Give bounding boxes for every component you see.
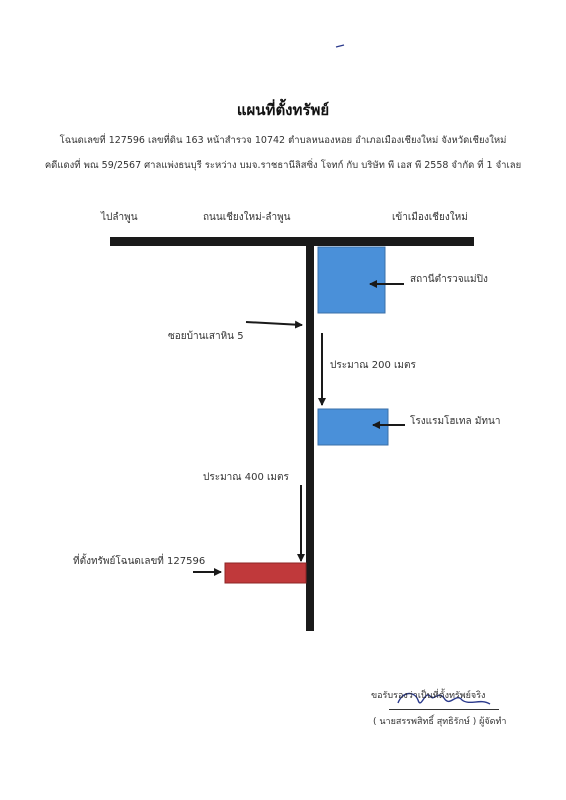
hotel-label: โรงแรมโฮเทล มัทนา [410,416,501,427]
signatory-name: ( นายสรรพสิทธิ์ สุทธิรักษ์ ) ผู้จัดทำ [373,717,507,727]
property-label: ที่ตั้งทรัพย์โฉนดเลขที่ 127596 [73,556,206,567]
hotel-block [318,409,388,445]
road-right-label: เข้าเมืองเชียงใหม่ [392,212,468,223]
certify-text: ขอรับรองว่าเป็นที่ตั้งทรัพย์จริง [371,691,486,701]
ink-mark [336,45,344,47]
page-title: แผนที่ตั้งทรัพย์ [236,101,330,119]
main-road [110,237,474,246]
police-station-block [318,247,385,313]
soi-road [306,246,314,631]
signature-line [389,709,499,710]
soi-label: ซอยบ้านเสาหิน 5 [168,331,244,342]
road-name-label: ถนนเชียงใหม่-ลำพูน [203,212,291,223]
deed-info-line: โฉนดเลขที่ 127596 เลขที่ดิน 163 หน้าสำรวจ 10742 ตำบลหนองหอย อำเภอเมืองเชียงใหม่ จังหวัดเชียงใหม่ [59,135,507,146]
road-left-label: ไปลำพูน [101,212,138,223]
case-info-line: คดีแดงที่ พณ 59/2567 ศาลแพ่งธนบุรี ระหว่าง บมจ.ราชธานีลิสซิ่ง โจทก์ กับ บริษัท พี เอส พี 2558 จำกัด ที่ 1 จำเลย [44,160,522,171]
police-station-label: สถานีตำรวจแม่ปิง [410,274,488,285]
property-block [225,563,306,583]
arrow-to-soi [246,322,302,325]
distance-200-label: ประมาณ 200 เมตร [330,360,416,371]
distance-400-label: ประมาณ 400 เมตร [203,472,289,483]
